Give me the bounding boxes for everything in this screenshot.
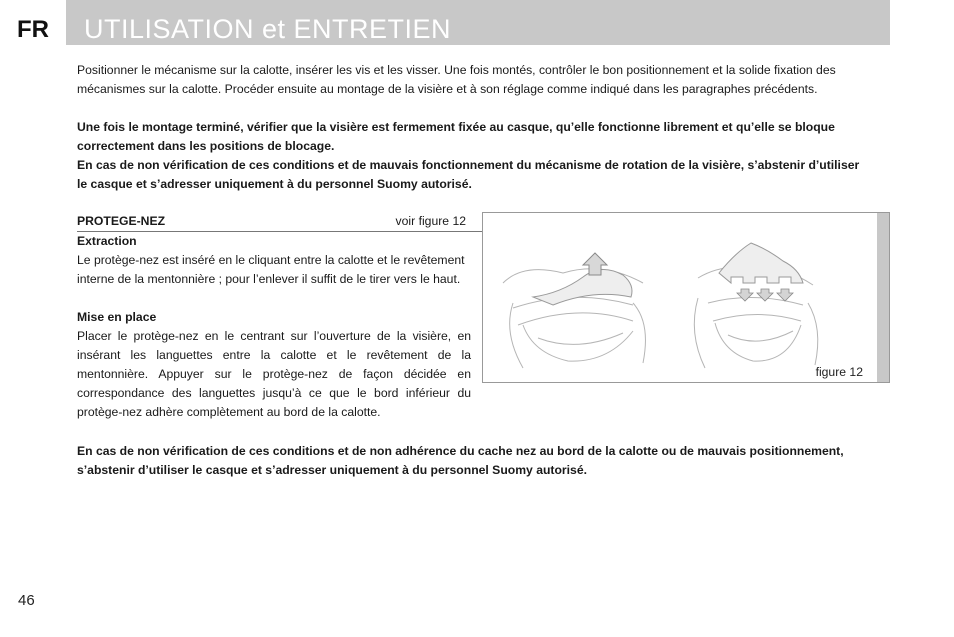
figure-caption: figure 12 bbox=[815, 365, 863, 379]
extraction-heading: Extraction bbox=[77, 234, 137, 248]
figure-side-strip bbox=[877, 213, 889, 382]
placement-line: mentonnière. Appuyer sur le protège-nez de façon décidée en bbox=[77, 367, 471, 381]
figure-reference: voir figure 12 bbox=[395, 214, 466, 228]
nose-guard-illustration bbox=[483, 213, 877, 382]
placement-line: correspondance des languettes jusqu’à ce que le bord inférieur du bbox=[77, 386, 471, 400]
placement-heading: Mise en place bbox=[77, 310, 157, 324]
warning-line: correctement dans les positions de blocage. bbox=[77, 139, 335, 153]
section-heading bbox=[77, 212, 482, 232]
final-warning-line: s’abstenir d’utiliser le casque et s’adresser uniquement à du personnel Suomy autorisé. bbox=[77, 463, 588, 477]
nose-guard-right bbox=[719, 243, 803, 283]
warning-line: le casque et s’adresser uniquement à du personnel Suomy autorisé. bbox=[77, 177, 472, 191]
page-number: 46 bbox=[18, 592, 35, 609]
language-code: FR bbox=[17, 16, 49, 43]
warning-line: En cas de non vérification de ces conditions et de mauvais fonctionnement du mécanisme de rotation de la visière, s’abstenir d’utiliser bbox=[77, 158, 860, 172]
extraction-line: Le protège-nez est inséré en le cliquant entre la calotte et le revêtement bbox=[77, 253, 465, 267]
figure-12 bbox=[482, 212, 890, 383]
nose-guard-left bbox=[533, 269, 632, 305]
placement-line: insérant les languettes entre la calotte et le revêtement de la bbox=[77, 348, 471, 362]
section-title: PROTEGE-NEZ bbox=[77, 214, 166, 228]
intro-line: mécanismes sur la calotte. Procéder ensuite au montage de la visière et à son réglage comme indiqué dans les paragraphes précédents. bbox=[77, 82, 818, 96]
intro-line: Positionner le mécanisme sur la calotte, insérer les vis et les visser. Une fois montés, contrôler le bon positionnement et la solide fixation des bbox=[77, 63, 836, 77]
down-arrows-icon bbox=[737, 289, 793, 301]
final-warning-line: En cas de non vérification de ces conditions et de non adhérence du cache nez au bord de la calotte ou de mauvais positionnement, bbox=[77, 444, 844, 458]
page-title: UTILISATION et ENTRETIEN bbox=[84, 14, 452, 44]
placement-line: Placer le protège-nez en le centrant sur l’ouverture de la visière, en bbox=[77, 329, 471, 343]
placement-line: protège-nez adhère complètement au bord de la calotte. bbox=[77, 405, 381, 419]
warning-line: Une fois le montage terminé, vérifier que la visière est fermement fixée au casque, qu’elle fonctionne librement et qu’elle se bloque bbox=[77, 120, 835, 134]
extraction-line: interne de la mentonnière ; pour l’enlever il suffit de le tirer vers le haut. bbox=[77, 272, 461, 286]
